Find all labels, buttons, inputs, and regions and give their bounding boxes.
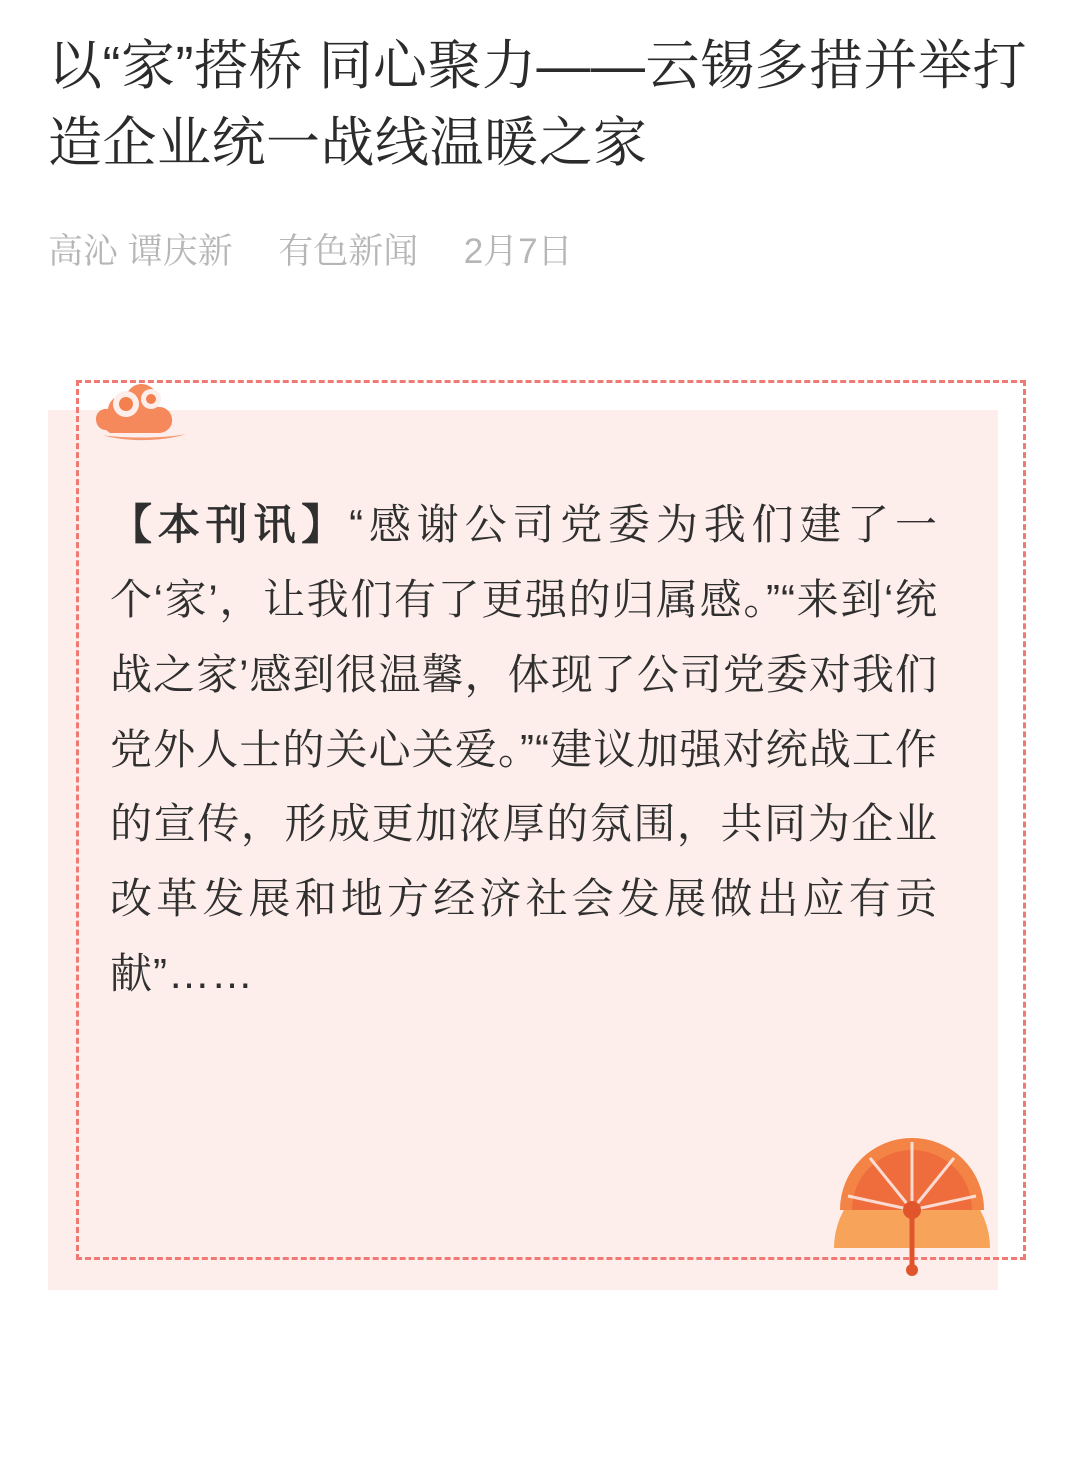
cloud-ornament-icon <box>96 372 216 442</box>
quote-lead-label: 【本刊讯】 <box>110 501 350 549</box>
byline <box>48 227 1032 276</box>
byline-authors: 高沁 谭庆新 <box>48 232 233 272</box>
quote-body: “感谢公司党委为我们建了一个‘家’，让我们有了更强的归属感。”“来到‘统战之家’感到很温馨，体现了公司党委对我们党外人士的关心关爱。”“建议加强对统战工作的宣传，形成更加浓厚的氛围，共同为企业改革发展和地方经济社会发展做出应有贡献”…… <box>110 501 938 997</box>
fan-ornament-icon <box>822 1098 1002 1278</box>
page-title: 以“家”搭桥 同心聚力——云锡多措并举打造企业统一战线温暖之家 <box>48 36 1027 173</box>
quote-block <box>48 380 998 1260</box>
byline-source: 有色新闻 <box>278 232 419 272</box>
byline-date: 2月7日 <box>463 232 573 272</box>
quote-text <box>110 488 938 1011</box>
